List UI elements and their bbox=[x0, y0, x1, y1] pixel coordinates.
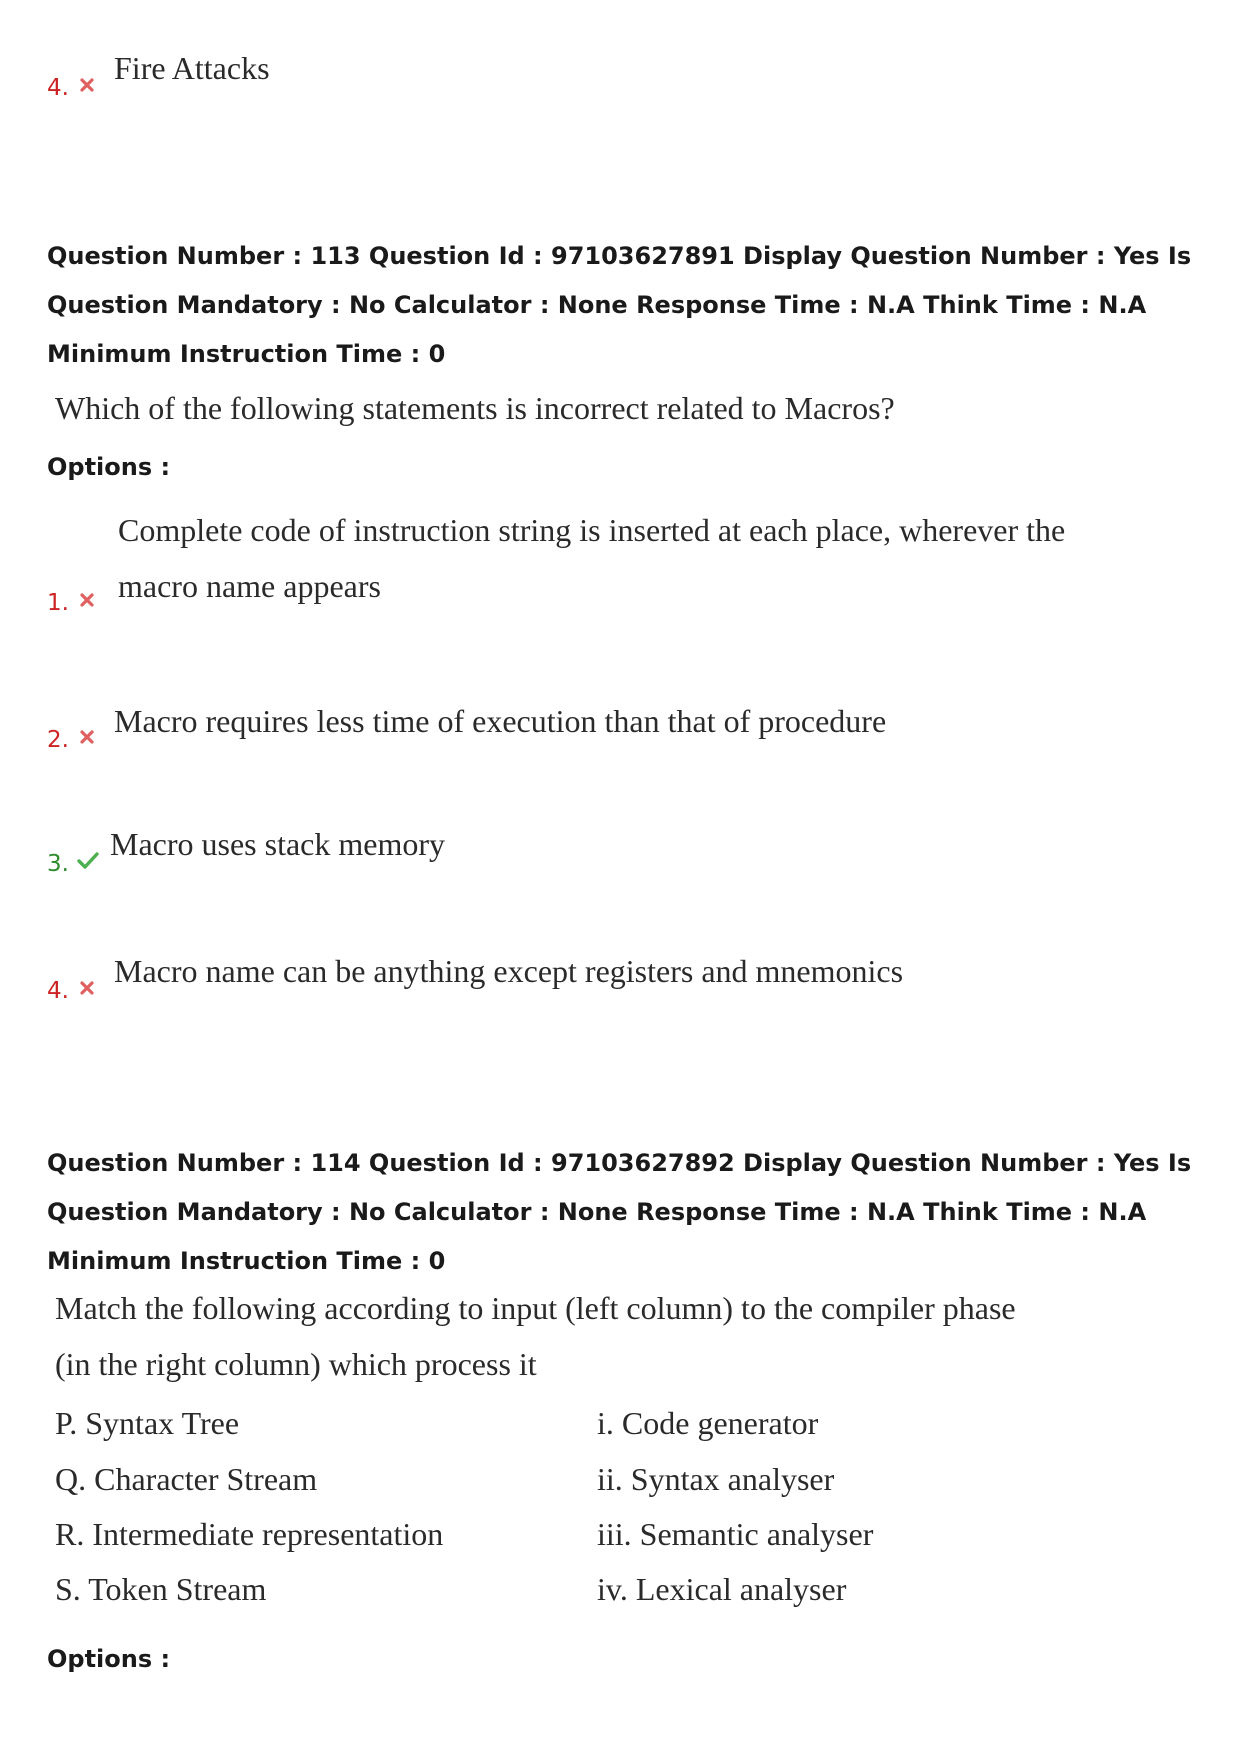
right-column-item: ii. Syntax analyser bbox=[597, 1461, 835, 1497]
wrong-mark-icon bbox=[78, 591, 96, 609]
left-column-item: P. Syntax Tree bbox=[55, 1405, 240, 1441]
option-text: Fire Attacks bbox=[114, 50, 270, 86]
option-1-text-line2: macro name appears bbox=[118, 568, 381, 604]
option-number: 4. bbox=[47, 75, 69, 101]
option-2-text: Macro requires less time of execution than that of procedure bbox=[114, 703, 887, 739]
option-4-number: 4. bbox=[47, 978, 69, 1004]
options-label: Options : bbox=[47, 1645, 171, 1673]
option-4-text: Macro name can be anything except registers and mnemonics bbox=[114, 953, 904, 989]
right-column-item: i. Code generator bbox=[597, 1405, 819, 1441]
question-114-text-line2: (in the right column) which process it bbox=[55, 1346, 537, 1382]
option-3-number: 3. bbox=[47, 851, 69, 877]
question-114-meta: Question Number : 114 Question Id : 97103627892 Display Question Number : Yes Is Question Mandatory : No Calculator : None Response Time : N.A Think Time : N.A Minimum Instruction Time : 0 bbox=[47, 1149, 1192, 1275]
wrong-mark-icon bbox=[78, 728, 96, 746]
correct-check-icon bbox=[76, 851, 100, 871]
options-label: Options : bbox=[47, 453, 171, 481]
left-column-item: R. Intermediate representation bbox=[55, 1516, 444, 1552]
option-3-text: Macro uses stack memory bbox=[110, 826, 446, 862]
option-2-number: 2. bbox=[47, 727, 69, 753]
question-114-text-line1: Match the following according to input (left column) to the compiler phase bbox=[55, 1290, 1016, 1326]
question-113-text: Which of the following statements is incorrect related to Macros? bbox=[55, 390, 895, 426]
left-column-item: Q. Character Stream bbox=[55, 1461, 318, 1497]
question-113-meta: Question Number : 113 Question Id : 97103627891 Display Question Number : Yes Is Question Mandatory : No Calculator : None Response Time : N.A Think Time : N.A Minimum Instruction Time : 0 bbox=[47, 242, 1192, 368]
wrong-mark-icon bbox=[78, 76, 96, 94]
option-1-text-line1: Complete code of instruction string is inserted at each place, wherever the bbox=[118, 512, 1066, 548]
right-column-item: iv. Lexical analyser bbox=[597, 1571, 847, 1607]
wrong-mark-icon bbox=[78, 979, 96, 997]
right-column-item: iii. Semantic analyser bbox=[597, 1516, 874, 1552]
option-1-number: 1. bbox=[47, 590, 69, 616]
left-column-item: S. Token Stream bbox=[55, 1571, 267, 1607]
